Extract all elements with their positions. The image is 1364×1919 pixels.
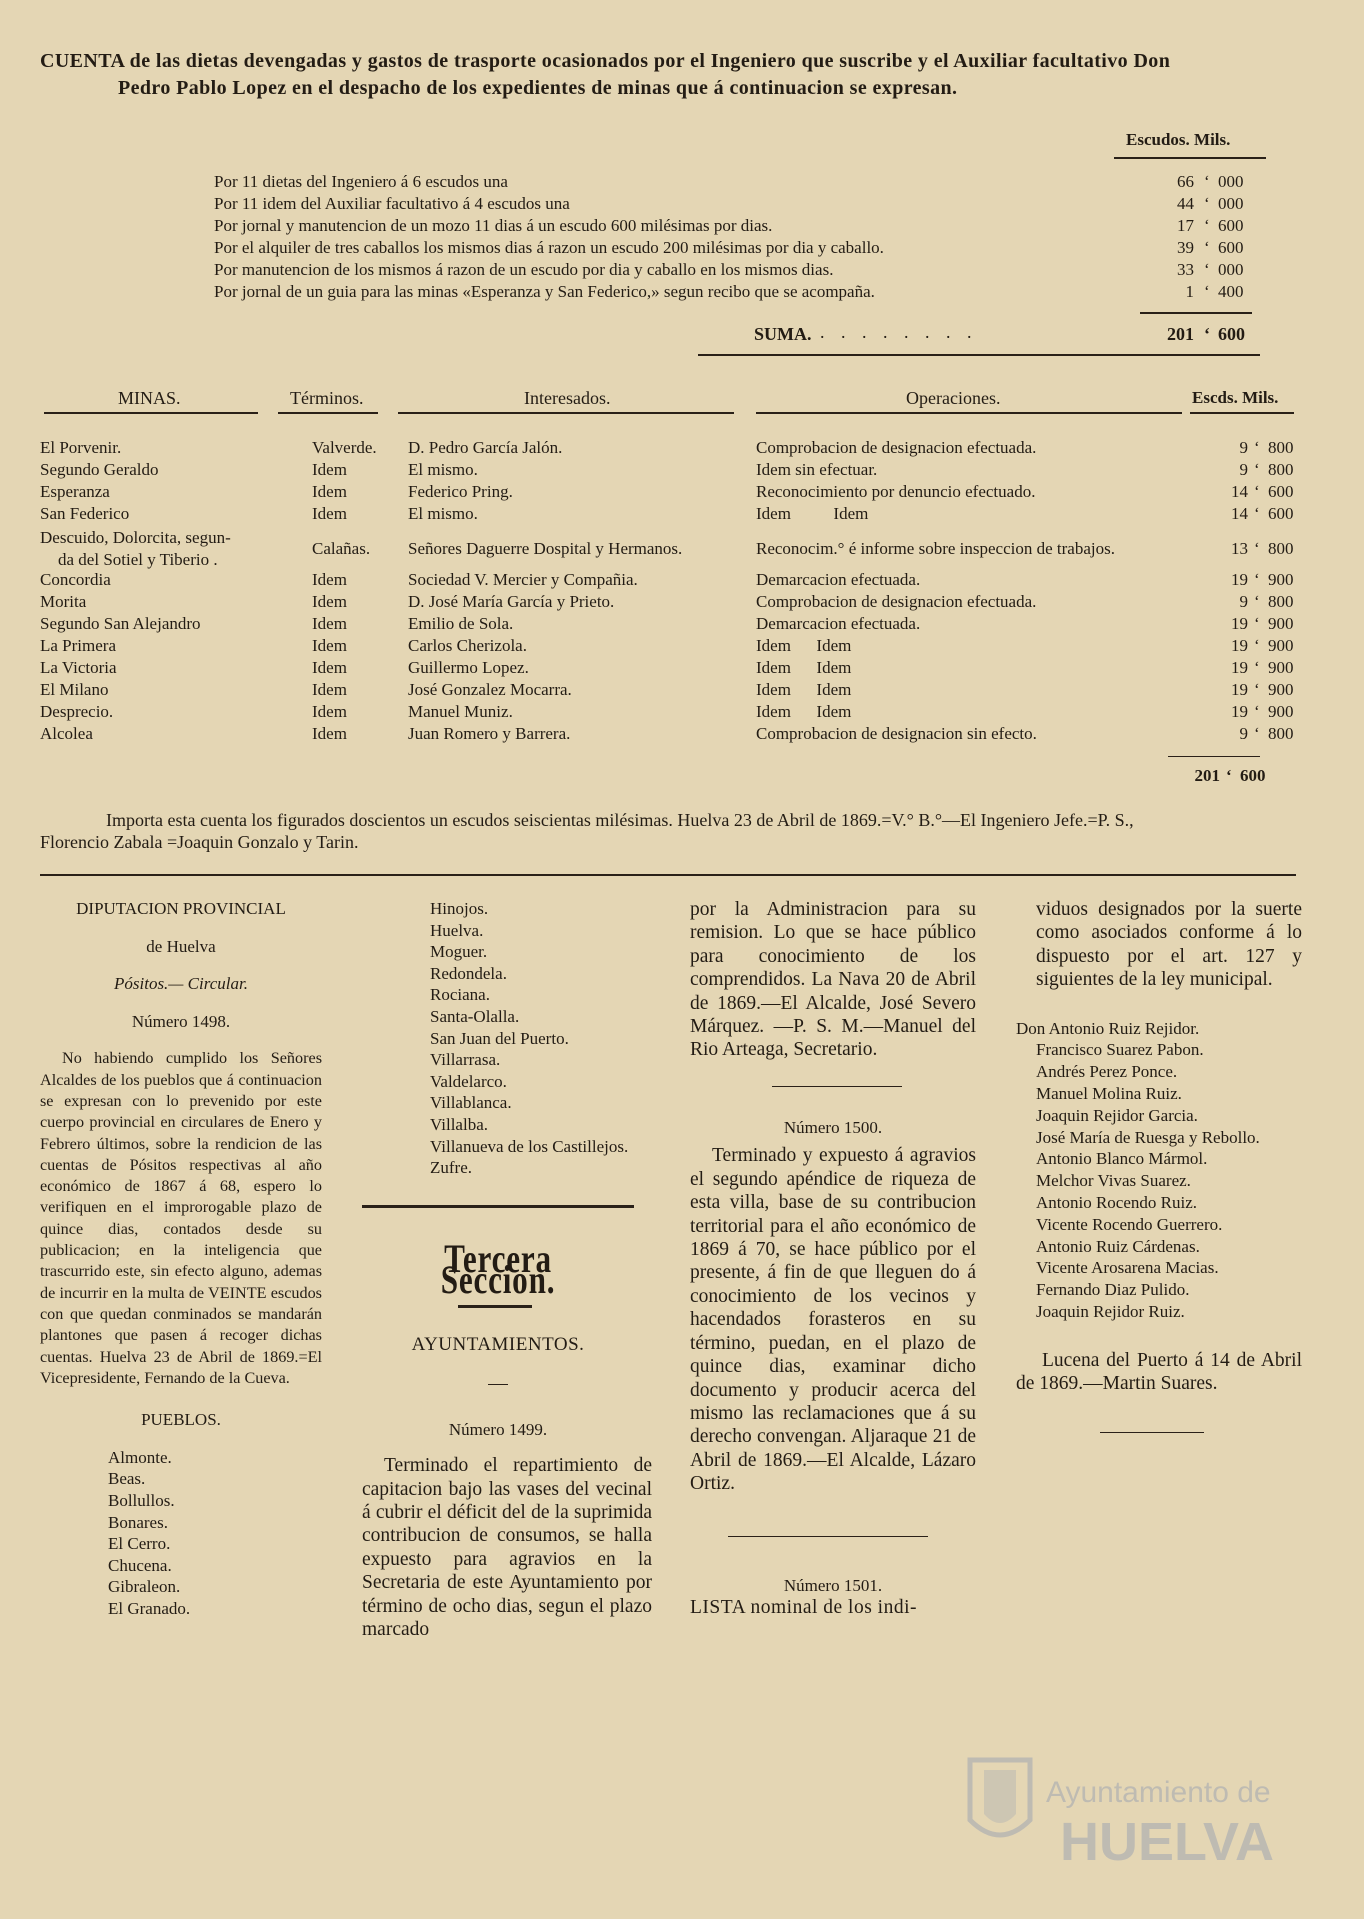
ayuntamiento-huelva-watermark [950, 1740, 1280, 1890]
mine-operacion: Comprobacion de designacion efectuada. [756, 438, 1037, 457]
mine-row [40, 724, 1330, 746]
mine-name: Concordia [40, 570, 111, 589]
pueblos-list-2 [362, 898, 652, 1179]
watermark-line-1: Ayuntamiento de [1046, 1776, 1271, 1809]
mine-sep: ‘ [1254, 570, 1260, 589]
mine-name: Descuido, Dolorcita, segun- [40, 528, 231, 547]
mine-interesado: Señores Daguerre Dospital y Hermanos. [408, 539, 683, 558]
expense-escudos: 39 [1177, 238, 1194, 257]
associate-name: Antonio Ruiz Cárdenas. [1036, 1236, 1200, 1256]
pueblo-item: Almonte. [108, 1447, 172, 1467]
col-head-interesados: Interesados. [524, 388, 611, 408]
pueblo-item: Hinojos. [430, 899, 489, 918]
suma-escudos: 201 [1167, 324, 1194, 344]
column-2 [362, 898, 652, 1641]
title-line-1: CUENTA de las dietas devengadas y gastos de trasporte ocasionados por el Ingeniero que suscribe y el Auxiliar facultativo Don [40, 50, 1171, 72]
expense-mils: 000 [1218, 260, 1244, 279]
diputacion-subtitle: de Huelva [146, 936, 216, 956]
mine-name-continued: da del Sotiel y Tiberio . [58, 550, 218, 569]
expense-mils: 000 [1218, 194, 1244, 213]
end-rule [1100, 1432, 1204, 1433]
positos-circular: Pósitos.— Circular. [114, 974, 248, 994]
mines-total-rule [1168, 756, 1260, 757]
mine-mils: 800 [1268, 460, 1294, 479]
rule-terminos [278, 412, 378, 414]
mine-row [40, 636, 1330, 658]
expense-row [214, 260, 1254, 282]
mine-interesado: José Gonzalez Mocarra. [408, 680, 572, 699]
associate-name: Don Antonio Ruiz Rejidor. [1016, 1018, 1200, 1038]
expense-row [214, 216, 1254, 238]
pueblo-item: Villarrasa. [430, 1050, 501, 1070]
suma-label: SUMA. [754, 324, 812, 344]
mine-escudos: 9 [1239, 724, 1248, 743]
associate-name: Joaquin Rejidor Ruiz. [1036, 1301, 1185, 1321]
mine-name: Desprecio. [40, 702, 114, 721]
rule-after-aljaraque [728, 1536, 928, 1537]
mine-mils: 800 [1268, 724, 1294, 743]
mine-operacion: Comprobacion de designacion sin efecto. [756, 724, 1037, 743]
mine-interesado: D. Pedro García Jalón. [408, 438, 563, 457]
mine-sep: ‘ [1254, 702, 1260, 721]
expense-sep: ‘ [1204, 282, 1210, 301]
mine-name: El Milano [40, 680, 109, 699]
section-title: Tercera Seccion. [440, 1235, 556, 1303]
notice-1499-continued: por la Administracion para su remision. Lo que se hace público para conocimiento de los comprendidos. La Nava 20 de Abril de 1869.—El Alcalde, José Severo Márquez. —P. S. M.—Manuel del Rio Arteaga, Secretario. [690, 899, 976, 1061]
mine-interesado: D. José María García y Prieto. [408, 592, 615, 611]
pueblo-item: Bollullos. [108, 1490, 175, 1510]
mine-mils: 800 [1268, 539, 1294, 558]
expense-sep: ‘ [1204, 172, 1210, 191]
pueblo-item: Santa-Olalla. [430, 1006, 520, 1026]
mine-sep: ‘ [1254, 636, 1260, 655]
mine-mils: 800 [1268, 592, 1294, 611]
mine-termino: Idem [312, 592, 347, 611]
mine-sep: ‘ [1254, 592, 1260, 611]
mine-escudos: 19 [1231, 658, 1248, 677]
mine-row [40, 592, 1330, 614]
watermark-line-2: HUELVA [1060, 1812, 1274, 1872]
col-head-terminos: Términos. [290, 388, 364, 408]
col-head-operaciones: Operaciones. [906, 388, 1001, 408]
expense-row [214, 238, 1254, 260]
mine-escudos: 19 [1231, 636, 1248, 655]
notice-1499-body: Terminado el repartimiento de capitacion bajo las vases del vecinal á cubrir el déficit del de la suprimida contribucion de consumos, se halla expuesto para agravios en la Secretaria de este Ayuntamiento por término de ocho dias, segun el plazo marcado [362, 1455, 652, 1640]
mine-interesado: Guillermo Lopez. [408, 658, 529, 677]
mines-total-escudos: 201 [1194, 766, 1220, 785]
mine-name: Segundo Geraldo [40, 460, 159, 479]
mine-mils: 800 [1268, 438, 1294, 457]
notice-1498-body: No habiendo cumplido los Señores Alcaldes de los pueblos que á continuacion se expresan con lo prevenido por este cuerpo provincial en circulares de Enero y Febrero últimos, sobre la rendicion de las cuentas de Pósitos respectivas al año económico de 1867 á 68, espero lo verifiquen en el improrogable plazo de quince dias, contados desde su publicacion; en la inteligencia que trascurrido este, sin efecto alguno, ademas de incurrir en la multa de VEINTE escudos con que quedan conminados se mandarán plantones que pasen á recoger dichas cuentas. Huelva 23 de Abril de 1869.=El Vicepresidente, Fernando de la Cueva. [40, 1049, 322, 1387]
expense-mils: 000 [1218, 172, 1244, 191]
associates-list [1016, 1018, 1302, 1323]
mine-escudos: 9 [1239, 438, 1248, 457]
mine-operacion: Reconocimiento por denuncio efectuado. [756, 482, 1036, 501]
mine-escudos: 19 [1231, 680, 1248, 699]
expense-escudos: 17 [1177, 216, 1194, 235]
notice-1501-body: viduos designados por la suerte como asociados conforme á lo dispuesto por el art. 127 y siguientes de la ley municipal. [1036, 899, 1302, 991]
expense-escudos: 44 [1177, 194, 1194, 213]
associate-name: Manuel Molina Ruiz. [1036, 1084, 1182, 1104]
mine-name: La Primera [40, 636, 116, 655]
title-line-2: Pedro Pablo Lopez en el despacho de los expedientes de minas que á continuacion se expresan. [118, 77, 958, 99]
mine-mils: 900 [1268, 680, 1294, 699]
notice-number-1501: Número 1501. [783, 1575, 883, 1595]
mine-operacion: Idem sin efectuar. [756, 460, 878, 479]
expense-escudos: 33 [1177, 260, 1194, 279]
mine-row [40, 702, 1330, 724]
mines-total-mils: 600 [1240, 766, 1266, 785]
short-dash [488, 1384, 508, 1385]
mine-interesado: Emilio de Sola. [408, 614, 514, 633]
suma-mils: 600 [1218, 324, 1245, 344]
associate-name: Vicente Arosarena Macias. [1036, 1258, 1219, 1278]
mine-interesado: Sociedad V. Mercier y Compañia. [408, 570, 638, 589]
pueblo-item: Villablanca. [430, 1093, 512, 1113]
expense-row [214, 172, 1254, 194]
mine-mils: 900 [1268, 636, 1294, 655]
mine-interesado: El mismo. [408, 460, 478, 479]
pueblo-item: Zufre. [430, 1158, 473, 1178]
suma-mils-sep: ‘ [1204, 324, 1210, 344]
expense-description: Por jornal y manutencion de un mozo 11 dias á un escudo 600 milésimas por dias. [214, 216, 773, 235]
notice-number-1499: Número 1499. [448, 1419, 548, 1439]
lista-nominal-head: LISTA nominal de los indi- [690, 1597, 918, 1619]
suma-bottom-rule [698, 354, 1260, 356]
mine-name: Esperanza [40, 482, 110, 501]
mine-sep: ‘ [1254, 504, 1260, 523]
expense-description: Por jornal de un guia para las minas «Esperanza y San Federico,» segun recibo que se acompaña. [214, 282, 875, 301]
mine-row [40, 680, 1330, 702]
mine-escudos: 13 [1231, 539, 1248, 558]
mine-operacion: Idem Idem [756, 658, 852, 677]
mine-termino: Idem [312, 658, 347, 677]
section-divider [40, 874, 1296, 876]
mine-sep: ‘ [1254, 614, 1260, 633]
expense-sep: ‘ [1204, 260, 1210, 279]
mine-mils: 600 [1268, 482, 1294, 501]
mine-escudos: 9 [1239, 592, 1248, 611]
mine-termino: Idem [312, 702, 347, 721]
mine-termino: Idem [312, 482, 347, 501]
mine-sep: ‘ [1254, 539, 1260, 558]
column-4 [1016, 898, 1302, 1433]
rule-operaciones [756, 412, 1182, 414]
associate-name: Francisco Suarez Pabon. [1036, 1040, 1204, 1060]
pueblo-item: Redondela. [430, 963, 507, 983]
mine-row [40, 482, 1330, 504]
lucena-closing: Lucena del Puerto á 14 de Abril de 1869.—Martin Suares. [1016, 1349, 1302, 1395]
mine-operacion: Idem Idem [756, 702, 852, 721]
closing-line-2: Florencio Zabala =Joaquin Gonzalo y Tarin. [40, 832, 359, 852]
mine-termino: Idem [312, 504, 347, 523]
mine-mils: 900 [1268, 702, 1294, 721]
mine-sep: ‘ [1254, 460, 1260, 479]
ayuntamientos-title: AYUNTAMIENTOS. [411, 1333, 585, 1355]
mine-sep: ‘ [1254, 680, 1260, 699]
diputacion-title: DIPUTACION PROVINCIAL [76, 899, 286, 918]
mine-row [40, 528, 1330, 569]
closing-line-1: Importa esta cuenta los figurados doscientos un escudos seiscientas milésimas. Huelva 23 de Abril de 1869.=V.° B.°—El Ingeniero Jefe.=P. S., [106, 810, 1134, 830]
mine-sep: ‘ [1254, 724, 1260, 743]
suma-dots: . . . . . . . . [820, 322, 978, 342]
pueblo-item: El Cerro. [108, 1534, 171, 1554]
column-1 [40, 896, 322, 1619]
pueblo-item: Gibraleon. [108, 1577, 181, 1597]
mine-operacion: Reconocim.° é informe sobre inspeccion de trabajos. [756, 539, 1115, 558]
mine-termino: Valverde. [312, 438, 377, 457]
mine-termino: Idem [312, 614, 347, 633]
pueblo-item: Villanueva de los Castillejos. [430, 1136, 629, 1156]
mine-row [40, 570, 1330, 592]
mines-total-sep: ‘ [1226, 766, 1232, 785]
pueblo-item: San Juan del Puerto. [430, 1028, 569, 1048]
mine-row [40, 614, 1330, 636]
currency-header-rule [1114, 157, 1266, 159]
rule-after-la-nava [772, 1086, 902, 1087]
associate-name: Andrés Perez Ponce. [1036, 1062, 1178, 1082]
col-head-minas: MINAS. [118, 388, 181, 408]
mine-operacion: Idem Idem [756, 680, 852, 699]
sum-rule [1140, 312, 1252, 314]
mine-name: El Porvenir. [40, 438, 122, 457]
pueblo-item: Huelva. [430, 920, 484, 940]
pueblo-item: Villalba. [430, 1114, 488, 1134]
mine-name: La Victoria [40, 658, 117, 677]
mine-termino: Idem [312, 460, 347, 479]
mine-mils: 900 [1268, 614, 1294, 633]
pueblo-item: El Granado. [108, 1598, 191, 1618]
expense-mils: 600 [1218, 238, 1244, 257]
pueblo-item: Beas. [108, 1469, 146, 1489]
mine-escudos: 14 [1231, 504, 1248, 523]
expense-row [214, 194, 1254, 216]
associate-name: Melchor Vivas Suarez. [1036, 1171, 1191, 1191]
section-ornament [458, 1305, 532, 1308]
mine-termino: Idem [312, 570, 347, 589]
mine-mils: 600 [1268, 504, 1294, 523]
rule-minas [44, 412, 258, 414]
mine-row [40, 438, 1330, 460]
col-head-escudos-mils: Escds. Mils. [1192, 388, 1279, 407]
mine-termino: Idem [312, 636, 347, 655]
mine-interesado: Manuel Muniz. [408, 702, 513, 721]
mine-escudos: 19 [1231, 570, 1248, 589]
mine-escudos: 9 [1239, 460, 1248, 479]
expense-sep: ‘ [1204, 194, 1210, 213]
mine-interesado: Juan Romero y Barrera. [408, 724, 571, 743]
mine-mils: 900 [1268, 658, 1294, 677]
mine-name: San Federico [40, 504, 130, 523]
pueblo-item: Chucena. [108, 1555, 172, 1575]
expense-description: Por el alquiler de tres caballos los mismos dias á razon un escudo 200 milésimas por dia y caballo. [214, 238, 884, 257]
mine-row [40, 504, 1330, 526]
mine-name: Segundo San Alejandro [40, 614, 201, 633]
mine-name: Alcolea [40, 724, 93, 743]
pueblo-item: Bonares. [108, 1512, 168, 1532]
associate-name: Vicente Rocendo Guerrero. [1036, 1214, 1223, 1234]
pueblo-item: Valdelarco. [430, 1071, 507, 1091]
seccion-rule [362, 1205, 634, 1208]
mine-row [40, 460, 1330, 482]
expense-mils: 400 [1218, 282, 1244, 301]
mine-escudos: 19 [1231, 702, 1248, 721]
currency-header: Escudos. Mils. [1126, 130, 1231, 149]
associate-name: Joaquin Rejidor Garcia. [1036, 1105, 1198, 1125]
mine-sep: ‘ [1254, 482, 1260, 501]
mine-operacion: Idem Idem [756, 636, 852, 655]
notice-number-1500: Número 1500. [783, 1117, 883, 1137]
expense-sep: ‘ [1204, 238, 1210, 257]
rule-escudos [1190, 412, 1294, 414]
pueblos-list-1 [40, 1447, 322, 1620]
mine-operacion: Idem Idem [756, 504, 869, 523]
mine-interesado: Federico Pring. [408, 482, 513, 501]
mine-operacion: Comprobacion de designacion efectuada. [756, 592, 1037, 611]
mine-escudos: 14 [1231, 482, 1248, 501]
expense-description: Por 11 idem del Auxiliar facultativo á 4 escudos una [214, 194, 570, 213]
pueblos-title: PUEBLOS. [141, 1410, 221, 1430]
notice-number-1498: Número 1498. [131, 1011, 231, 1031]
expense-description: Por manutencion de los mismos á razon de un escudo por dia y caballo en los mismos dias. [214, 260, 834, 279]
expense-mils: 600 [1218, 216, 1244, 235]
expense-escudos: 1 [1185, 282, 1194, 301]
mine-sep: ‘ [1254, 438, 1260, 457]
huelva-shield-icon [950, 1740, 1280, 1890]
mine-mils: 900 [1268, 570, 1294, 589]
expense-description: Por 11 dietas del Ingeniero á 6 escudos una [214, 172, 508, 191]
pueblo-item: Moguer. [430, 942, 488, 962]
document-title [40, 48, 1330, 102]
mine-termino: Idem [312, 680, 347, 699]
column-3 [690, 898, 976, 1620]
mine-escudos: 19 [1231, 614, 1248, 633]
mine-operacion: Demarcacion efectuada. [756, 614, 921, 633]
mine-row [40, 658, 1330, 680]
expense-sep: ‘ [1204, 216, 1210, 235]
expense-row [214, 282, 1254, 304]
associate-name: Fernando Diaz Pulido. [1036, 1280, 1190, 1300]
notice-1500-body: Terminado y expuesto á agravios el segundo apéndice de riqueza de esta villa, base de su contribucion territorial para el año económico de 1869 á 70, se hace público por el presente, á fin de que lleguen do á conocimiento de los vecinos y hacendados forasteros en su término, puedan, en el plazo de quince dias, examinar dicho documento y producir acerca del mismo las reclamaciones que á su derecho convengan. Aljaraque 21 de Abril de 1869.—El Alcalde, Lázaro Ortiz. [690, 1145, 976, 1495]
associate-name: Antonio Rocendo Ruiz. [1036, 1193, 1198, 1212]
mine-termino: Calañas. [312, 539, 371, 558]
associate-name: Antonio Blanco Mármol. [1036, 1149, 1208, 1169]
mine-sep: ‘ [1254, 658, 1260, 677]
mine-operacion: Demarcacion efectuada. [756, 570, 921, 589]
mine-termino: Idem [312, 724, 347, 743]
mine-interesado: El mismo. [408, 504, 478, 523]
mine-interesado: Carlos Cherizola. [408, 636, 527, 655]
mine-name: Morita [40, 592, 87, 611]
associate-name: José María de Ruesga y Rebollo. [1036, 1127, 1260, 1147]
rule-interesados [398, 412, 734, 414]
pueblo-item: Rociana. [430, 985, 490, 1005]
expense-escudos: 66 [1177, 172, 1194, 191]
